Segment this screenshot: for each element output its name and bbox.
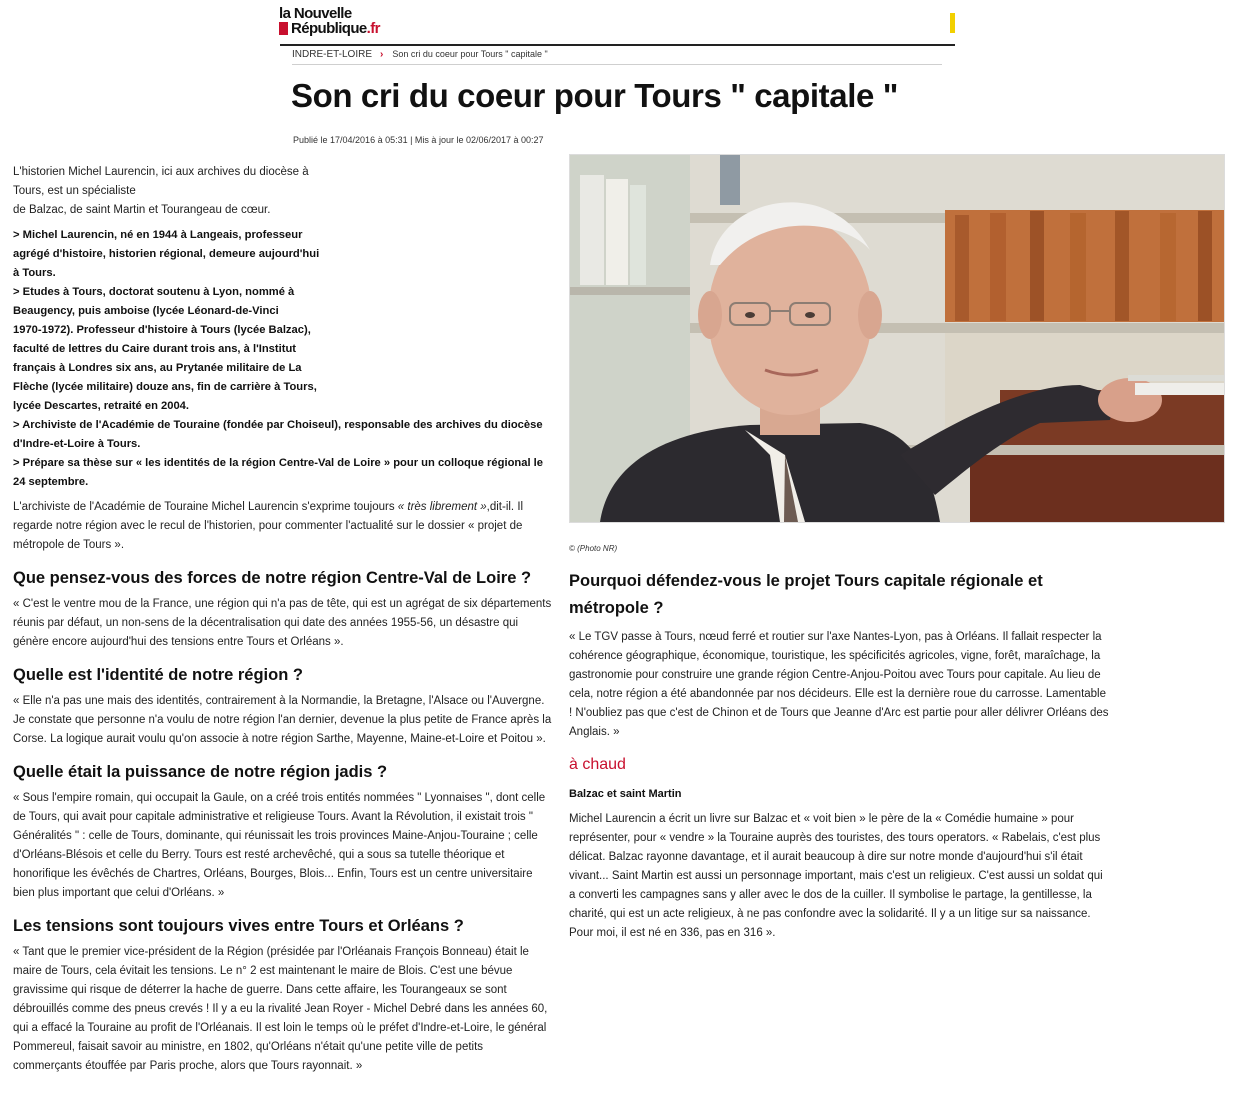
- bio-line: à Tours.: [13, 267, 56, 279]
- bio-line: > Michel Laurencin, né en 1944 à Langeais, professeur: [13, 229, 303, 241]
- bio-line: Beaugency, puis amboise (lycée Léonard-de-Vinci: [13, 305, 279, 317]
- bio-line: Flèche (lycée militaire) douze ans, fin de carrière à Tours,: [13, 381, 317, 393]
- article-right-column: [569, 154, 1223, 943]
- article-title: Son cri du coeur pour Tours " capitale ": [291, 77, 898, 114]
- breadcrumb: [292, 48, 942, 65]
- logo-mark-icon: [279, 22, 288, 35]
- article-left-column: [13, 163, 553, 1076]
- breadcrumb-current: Son cri du coeur pour Tours " capitale ": [392, 49, 548, 59]
- photo-credit: © (Photo NR): [569, 544, 618, 553]
- logo-line-2: [279, 21, 380, 37]
- site-logo[interactable]: [279, 6, 399, 40]
- lead-line: de Balzac, de saint Martin et Tourangeau de cœur.: [13, 204, 271, 216]
- bio-line: > Archiviste de l'Académie de Touraine (fondée par Choiseul), responsable des archives du diocèse d'Indre-et-Loire à Tours.: [13, 419, 543, 450]
- lead-line: Tours, est un spécialiste: [13, 185, 136, 197]
- biography-block: [13, 226, 343, 416]
- lead-line: L'historien Michel Laurencin, ici aux archives du diocèse à: [13, 166, 309, 178]
- bio-line: faculté de lettres du Caire durant trois ans, à l'Institut: [13, 343, 297, 355]
- hot-section-label: à chaud: [569, 756, 626, 773]
- answer-paragraph: « Elle n'a pas une mais des identités, contrairement à la Normandie, la Bretagne, l'Alsace ou l'Auvergne. Je constate que personne n'a voulu de notre région l'an dernier, devenue la plus petite de France après la Corse. La logique aurait voulu qu'on associe à notre région Sarthe, Mayenne, Maine-et-Loire et Poitou ».: [13, 695, 552, 745]
- question-heading: Pourquoi défendez-vous le projet Tours capitale régionale et métropole ?: [569, 572, 1043, 617]
- question-heading: Quelle était la puissance de notre région jadis ?: [13, 763, 388, 781]
- hot-section-text: Michel Laurencin a écrit un livre sur Balzac et « voit bien » le père de la « Comédie humaine » pour représenter, pour « vendre » la Touraine auprès des touristes, des tours operators. « Rabelais, c'est plus délicat. Balzac rayonne davantage, et il aurait beaucoup à dire sur notre monde d'aujourd'hui s'il était vivant... Saint Martin est aussi un personnage important, mais c'est un religieux. C'est aussi un soldat qui a converti les campagnes sans y aller avec le dos de la cuiller. Il symbolise le partage, la gentillesse, la charité, qui est un acte religieux, à ne pas confondre avec la solidarité. Il y a un litige sur sa naissance. Pour moi, il est né en 336, pas en 316 ».: [569, 813, 1103, 939]
- question-heading: Quelle est l'identité de notre région ?: [13, 666, 303, 684]
- answer-paragraph: « Tant que le premier vice-président de la Région (présidée par l'Orléanais François Bonneau) était le maire de Tours, cela évitait les tensions. Le n° 2 est maintenant le maire de Blois. C'est une bévue gravissime qui risque de déterrer la hache de guerre. Dans cette affaire, les Tourangeaux se sont débrouillés comme des pneus crevés ! Il y a eu la rivalité Jean Royer - Michel Debré dans les années 60, qui a effacé la Touraine au profit de l'Orléanais. Il est loin le temps où le préfet d'Indre-et-Loire, le général Pommereul, faisait savoir au ministre, en 1802, qu'Orléans n'était qu'une petite ville de petits commerçants étouffée par Paris proche, alors que Tours rayonnait. »: [13, 946, 548, 1072]
- hot-section-subtitle: Balzac et saint Martin: [569, 788, 682, 800]
- bio-line: > Etudes à Tours, doctorat soutenu à Lyon, nommé à: [13, 286, 295, 298]
- article-lead: [13, 163, 333, 220]
- bio-line: lycée Descartes, retraité en 2004.: [13, 400, 190, 412]
- bio-line: 1970-1972). Professeur d'histoire à Tours (lycée Balzac),: [13, 324, 311, 336]
- logo-name: République: [291, 20, 367, 37]
- question-heading: Les tensions sont toujours vives entre Tours et Orléans ?: [13, 917, 464, 935]
- intro-quote: « très librement »: [397, 501, 487, 513]
- question-heading: Que pensez-vous des forces de notre région Centre-Val de Loire ?: [13, 569, 532, 587]
- bio-line: > Prépare sa thèse sur « les identités de la région Centre-Val de Loire » pour un colloque régional le 24 septembre.: [13, 457, 544, 488]
- bio-line: agrégé d'histoire, historien régional, demeure aujourd'hui: [13, 248, 320, 260]
- logo-line-1: la Nouvelle: [279, 5, 352, 22]
- intro-text-end: ,dit-il. Il regarde notre région avec le recul de l'historien, pour commenter l'actualité sur le dossier « projet de métropole de Tours ».: [13, 501, 524, 551]
- header-accent-bar: [950, 13, 955, 33]
- breadcrumb-separator-icon: ›: [380, 49, 384, 60]
- article-photo[interactable]: [569, 154, 1225, 523]
- biography-extra: [13, 416, 553, 492]
- answer-paragraph: « Le TGV passe à Tours, nœud ferré et routier sur l'axe Nantes-Lyon, pas à Orléans. Il fallait respecter la cohérence géographique, économique, touristique, les spécificités agricoles, vigne, forêt, maraîchage, la gastronomie pour construire une grande région Centre-Anjou-Poitou avec Tours pour capitale. Au lieu de cela, notre région a été abandonnée par nos décideurs. Elle est la dernière roue du carrosse. Lamentable ! N'oubliez pas que c'est de Chinon et de Tours que Jeanne d'Arc est partie pour aller délivrer Orléans des Anglais. »: [569, 631, 1109, 738]
- bio-line: français à Londres six ans, au Prytanée militaire de La: [13, 362, 302, 374]
- breadcrumb-section-link[interactable]: INDRE-ET-LOIRE: [292, 49, 373, 60]
- logo-tld: .fr: [366, 20, 380, 37]
- article-intro: [13, 498, 553, 555]
- intro-text: L'archiviste de l'Académie de Touraine Michel Laurencin s'exprime toujours: [13, 501, 398, 513]
- answer-paragraph: « C'est le ventre mou de la France, une région qui n'a pas de tête, qui est un agrégat de six départements réunis par défaut, un non-sens de la décentralisation qui date des années 1955-56, un désastre qui génère encore aujourd'hui des tensions entre Tours et Orléans ».: [13, 598, 552, 648]
- publication-info: Publié le 17/04/2016 à 05:31 | Mis à jour le 02/06/2017 à 00:27: [293, 135, 544, 145]
- answer-paragraph: « Sous l'empire romain, qui occupait la Gaule, on a créé trois entités nommées " Lyonnaises ", dont celle de Tours, qui avait pour capitale administrative et religieuse Tours. Avant la Révolution, il existait trois " Généralités " : celle de Tours, dominante, qui réunissait les trois provinces Maine-Anjou-Touraine ; celle d'Orléans-Blésois et celle du Berry. Tours est resté archevêché, qui a sous sa tutelle théorique et honorifique les évêchés de Chartres, Orléans, Bourges, Blois... Enfin, Tours est un centre universitaire bien plus important que celui d'Orléans. »: [13, 792, 546, 899]
- historian-portrait-image: [570, 155, 1224, 522]
